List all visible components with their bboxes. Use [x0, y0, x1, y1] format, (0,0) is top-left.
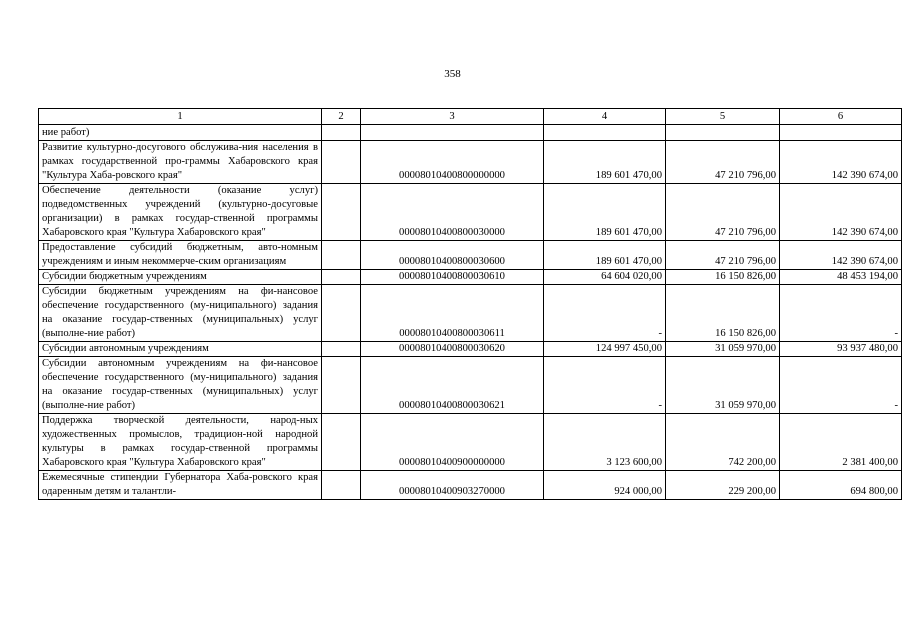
plan-amount-cell: 924 000,00 — [544, 471, 666, 500]
remaining-amount-cell: - — [780, 285, 902, 342]
row-name-cell: Обеспечение деятельности (оказание услуг) подведомственных учреждений (культурно-досуговые организации) в рамках государ-ственной программы Хабаровского края "Культура Хабаровского края" — [39, 184, 322, 241]
plan-amount-cell: 189 601 470,00 — [544, 184, 666, 241]
plan-amount-cell: 64 604 020,00 — [544, 270, 666, 285]
table-row — [39, 125, 902, 141]
row-col2-cell — [322, 414, 361, 471]
row-col2-cell — [322, 285, 361, 342]
row-name-cell: Предоставление субсидий бюджетным, авто-номным учреждениям и иным некоммерче-ским организациям — [39, 241, 322, 270]
budget-code-cell: 00008010400900000000 — [361, 414, 544, 471]
table-row — [39, 141, 902, 184]
budget-table — [38, 108, 902, 500]
table-row — [39, 471, 902, 500]
plan-amount-cell: 124 997 450,00 — [544, 342, 666, 357]
remaining-amount-cell: 93 937 480,00 — [780, 342, 902, 357]
remaining-amount-cell — [780, 125, 902, 141]
executed-amount-cell: 16 150 826,00 — [666, 270, 780, 285]
executed-amount-cell: 31 059 970,00 — [666, 357, 780, 414]
plan-amount-cell: 189 601 470,00 — [544, 241, 666, 270]
row-col2-cell — [322, 141, 361, 184]
executed-amount-cell: 31 059 970,00 — [666, 342, 780, 357]
plan-amount-cell: - — [544, 285, 666, 342]
column-header: 1 — [39, 109, 322, 125]
row-col2-cell — [322, 342, 361, 357]
budget-code-cell: 00008010400800030600 — [361, 241, 544, 270]
row-col2-cell — [322, 241, 361, 270]
table-row — [39, 285, 902, 342]
plan-amount-cell: - — [544, 357, 666, 414]
row-name-cell: Субсидии бюджетным учреждениям — [39, 270, 322, 285]
table-row — [39, 414, 902, 471]
remaining-amount-cell: 2 381 400,00 — [780, 414, 902, 471]
table-row — [39, 184, 902, 241]
executed-amount-cell: 16 150 826,00 — [666, 285, 780, 342]
table-header-row — [39, 109, 902, 125]
column-header: 2 — [322, 109, 361, 125]
budget-code-cell: 00008010400800030000 — [361, 184, 544, 241]
row-col2-cell — [322, 471, 361, 500]
executed-amount-cell: 47 210 796,00 — [666, 141, 780, 184]
remaining-amount-cell: 694 800,00 — [780, 471, 902, 500]
budget-code-cell: 00008010400800030611 — [361, 285, 544, 342]
budget-code-cell: 00008010400800030620 — [361, 342, 544, 357]
executed-amount-cell: 47 210 796,00 — [666, 241, 780, 270]
column-header: 4 — [544, 109, 666, 125]
table-row — [39, 241, 902, 270]
remaining-amount-cell: 142 390 674,00 — [780, 141, 902, 184]
page-number: 358 — [444, 68, 461, 80]
row-col2-cell — [322, 125, 361, 141]
remaining-amount-cell: 142 390 674,00 — [780, 184, 902, 241]
column-header: 3 — [361, 109, 544, 125]
executed-amount-cell: 47 210 796,00 — [666, 184, 780, 241]
table-row — [39, 270, 902, 285]
row-col2-cell — [322, 270, 361, 285]
executed-amount-cell: 742 200,00 — [666, 414, 780, 471]
row-name-cell: Субсидии бюджетным учреждениям на фи-нансовое обеспечение государственного (му-ниципального) задания на оказание государ-ственных (муниципальных) услуг (выполне-ние работ) — [39, 285, 322, 342]
remaining-amount-cell: 48 453 194,00 — [780, 270, 902, 285]
plan-amount-cell: 189 601 470,00 — [544, 141, 666, 184]
executed-amount-cell: 229 200,00 — [666, 471, 780, 500]
remaining-amount-cell: 142 390 674,00 — [780, 241, 902, 270]
budget-code-cell: 00008010400800030610 — [361, 270, 544, 285]
budget-code-cell: 00008010400903270000 — [361, 471, 544, 500]
row-col2-cell — [322, 184, 361, 241]
budget-code-cell — [361, 125, 544, 141]
executed-amount-cell — [666, 125, 780, 141]
column-header: 6 — [780, 109, 902, 125]
plan-amount-cell — [544, 125, 666, 141]
plan-amount-cell: 3 123 600,00 — [544, 414, 666, 471]
row-name-cell: Субсидии автономным учреждениям на фи-нансовое обеспечение государственного (му-ниципального) задания на оказание государ-ственных (муниципальных) услуг (выполне-ние работ) — [39, 357, 322, 414]
row-name-cell: Развитие культурно-досугового обслужива-ния населения в рамках государственной про-граммы Хабаровского края "Культура Хаба-ровского края" — [39, 141, 322, 184]
budget-code-cell: 00008010400800000000 — [361, 141, 544, 184]
remaining-amount-cell: - — [780, 357, 902, 414]
row-name-cell: ние работ) — [39, 125, 322, 141]
row-name-cell: Поддержка творческой деятельности, народ-ных художественных промыслов, традицион-ной народной культуры в рамках государ-ственной программы Хабаровского края "Культура Хабаровского края" — [39, 414, 322, 471]
row-name-cell: Ежемесячные стипендии Губернатора Хаба-ровского края одаренным детям и талантли- — [39, 471, 322, 500]
column-header: 5 — [666, 109, 780, 125]
table-row — [39, 357, 902, 414]
row-name-cell: Субсидии автономным учреждениям — [39, 342, 322, 357]
budget-code-cell: 00008010400800030621 — [361, 357, 544, 414]
row-col2-cell — [322, 357, 361, 414]
table-row — [39, 342, 902, 357]
